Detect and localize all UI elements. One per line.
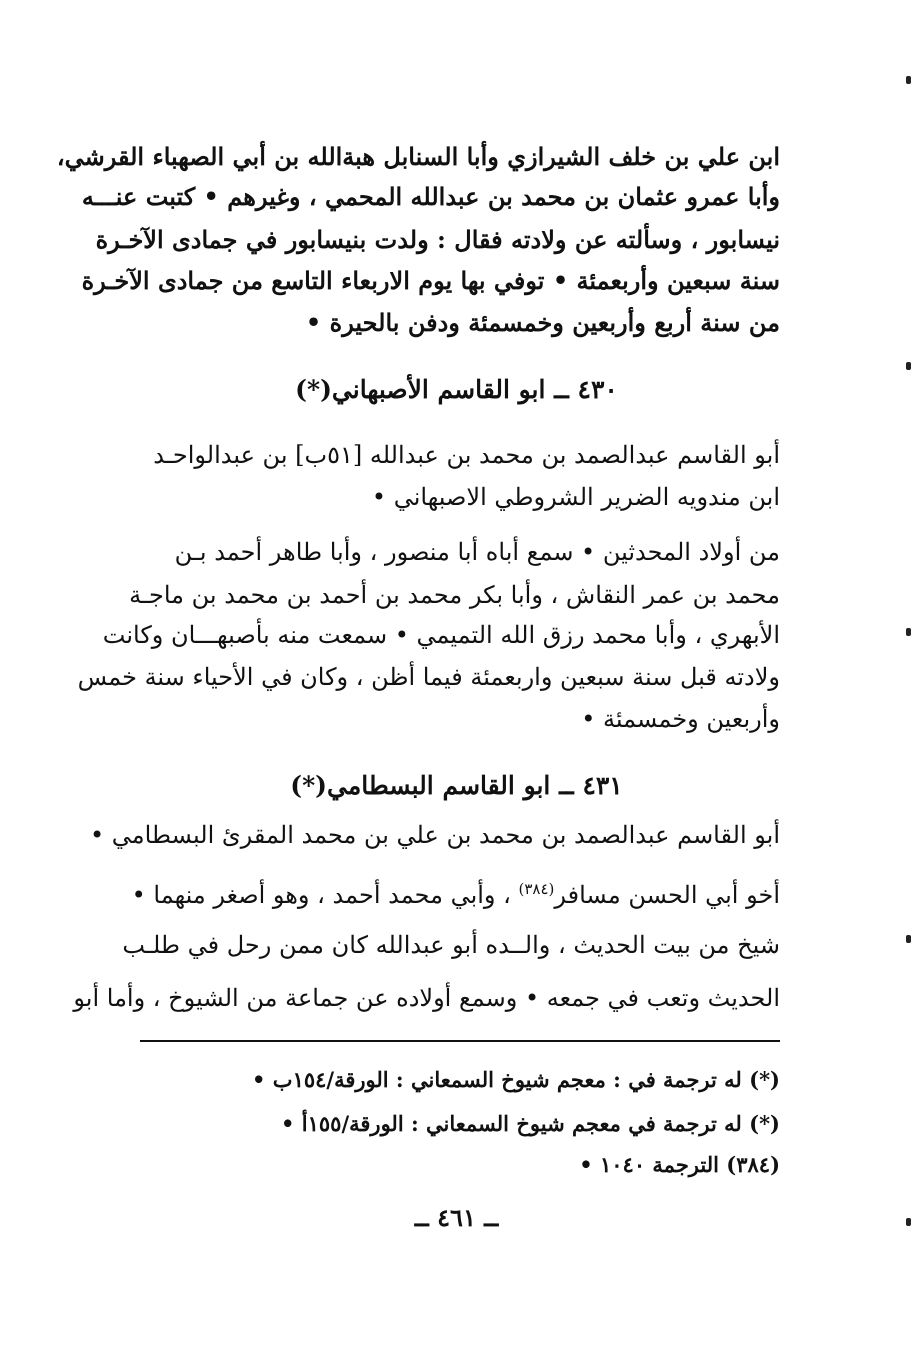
text-segment: أخو أبي الحسن مسافر: [554, 881, 780, 909]
text-line: ابن علي بن خلف الشيرازي وأبا السنابل هبةالله بن أبي الصهباء القرشي،: [56, 142, 780, 171]
text-line: شيخ من بيت الحديث ، والــده أبو عبدالله كان ممن رحل في طلـب: [122, 931, 780, 959]
text-line: ابن مندويه الضرير الشروطي الاصبهاني •: [371, 483, 780, 511]
text-line: الحديث وتعب في جمعه • وسمع أولاده عن جماعة من الشيوخ ، وأما أبو: [73, 984, 780, 1012]
text-line: محمد بن عمر النقاش ، وأبا بكر محمد بن أحمد بن محمد بن ماجـة: [129, 581, 780, 609]
text-line: سنة سبعين وأربعمئة • توفي بها يوم الاربعاء التاسع من جمادى الآخـرة: [81, 266, 780, 295]
scan-mark: [906, 362, 911, 370]
text-line: نيسابور ، وسألته عن ولادته فقال : ولدت بنيسابور في جمادى الآخـرة: [95, 225, 780, 254]
text-segment: ، وأبي محمد أحمد ، وهو أصغر منهما •: [131, 881, 519, 909]
text-line: [132, 874, 780, 910]
text-line: الأبهري ، وأبا محمد رزق الله التميمي • سمعت منه بأصبهـــان وكانت: [102, 621, 780, 649]
scan-mark: [906, 628, 911, 636]
text-line: من أولاد المحدثين • سمع أباه أبا منصور ، وأبا طاهر أحمد بـن: [174, 538, 780, 566]
text-line: وأبا عمرو عثمان بن محمد بن عبدالله المحمي ، وغيرهم • كتبت عنـــه: [81, 182, 780, 211]
page-number: ــ ٤٦١ ــ: [414, 1203, 499, 1232]
text-line: أبو القاسم عبدالصمد بن محمد بن علي بن محمد المقرئ البسطامي •: [89, 821, 780, 849]
text-line: وأربعين وخمسمئة •: [581, 705, 780, 733]
entry-heading-431: ٤٣١ ــ ابو القاسم البسطامي(*): [290, 771, 623, 800]
footnote-divider: [140, 1040, 780, 1042]
footnote: (*) له ترجمة في معجم شيوخ السمعاني : الورقة/١٥٥أ •: [281, 1111, 780, 1136]
scan-mark: [906, 76, 911, 84]
footnote-ref: (٣٨٤): [518, 880, 555, 898]
text-line: أبو القاسم عبدالصمد بن محمد بن عبدالله [٥١ب] بن عبدالواحـد: [153, 441, 780, 469]
text-line: ولادته قبل سنة سبعين واربعمئة فيما أظن ، وكان في الأحياء سنة خمس: [77, 663, 780, 691]
footnote: (٣٨٤) الترجمة ١٠٤٠ •: [579, 1152, 780, 1177]
scan-mark: [906, 1218, 911, 1226]
text-line: من سنة أربع وأربعين وخمسمئة ودفن بالحيرة •: [305, 308, 780, 337]
scan-mark: [906, 935, 911, 943]
footnote: (*) له ترجمة في : معجم شيوخ السمعاني : الورقة/١٥٤ب •: [252, 1067, 780, 1092]
entry-heading-430: ٤٣٠ ــ ابو القاسم الأصبهاني(*): [295, 375, 618, 404]
